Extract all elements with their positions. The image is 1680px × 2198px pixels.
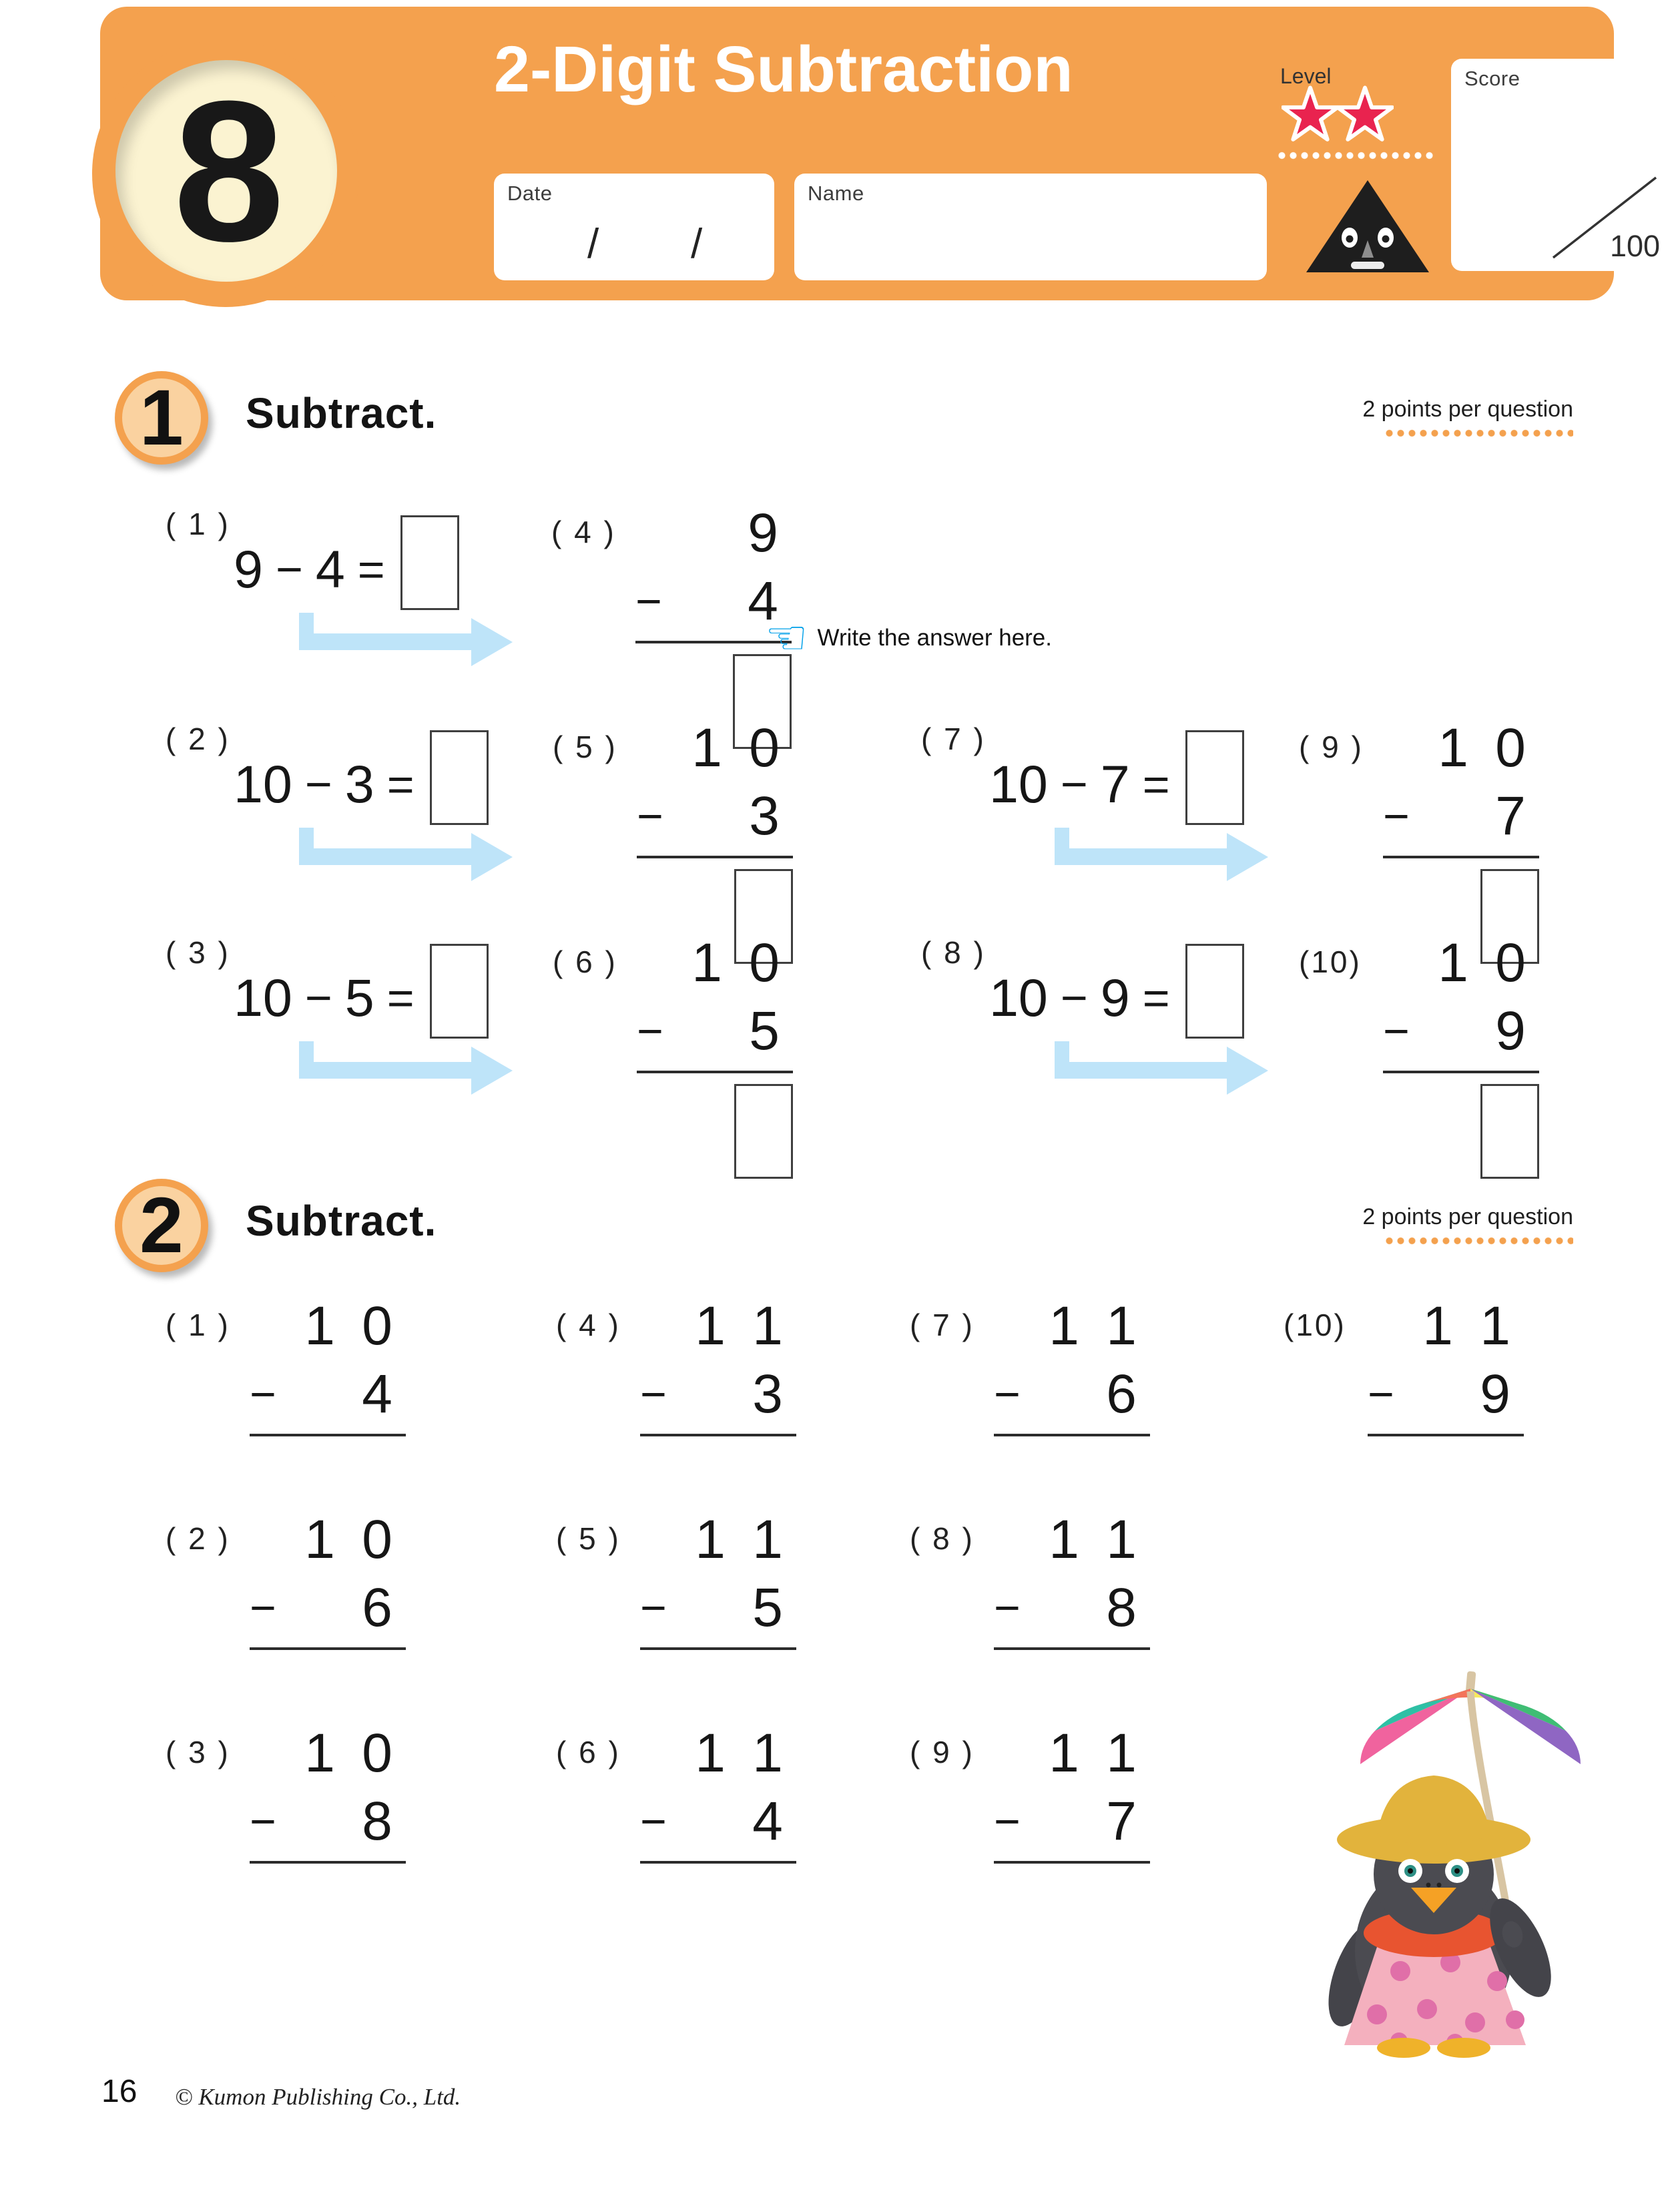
equation-line [1383,1071,1539,1073]
minuend-ones: 1 [752,1509,783,1570]
equation-line [637,1071,793,1073]
vertical-equation [250,1506,406,1650]
minus-sign: − [640,1369,667,1420]
problem-label: ( 8 ) [910,1521,974,1556]
subtrahend: 4 [315,539,345,599]
problem-label: ( 3 ) [166,1735,230,1769]
subtrahend: 9 [1480,1364,1510,1424]
vertical-equation [640,1506,796,1650]
problem-label: ( 3 ) [166,935,230,970]
problem-label: ( 2 ) [166,1521,230,1556]
minus-sign: − [1060,972,1088,1024]
problem-label: ( 9 ) [1299,730,1364,764]
page-title: 2-Digit Subtraction [494,33,1073,105]
minuend-ones: 0 [749,932,780,993]
answer-box[interactable] [1480,1084,1539,1179]
subtrahend: 7 [1495,786,1526,846]
level-label: Level [1280,64,1332,88]
minus-sign: − [304,972,332,1024]
date-field[interactable] [494,174,774,280]
level-star-icon [1336,85,1394,143]
section-1-number: 1 [139,374,184,462]
answer-box[interactable] [1185,944,1244,1039]
problem-1-3 [166,934,553,1115]
subtrahend: 5 [752,1577,783,1638]
minus-sign: − [304,758,332,810]
problem-2-2 [166,1506,406,1650]
vertical-equation [1383,714,1539,964]
minus-sign: − [250,1369,276,1420]
minuend-ones: 0 [1495,718,1526,778]
answer-box[interactable] [734,1084,793,1179]
subtrahend: 3 [752,1364,783,1424]
minuend-ones: 0 [749,718,780,778]
page-number-badge-inner [115,60,337,282]
problem-label: ( 5 ) [553,730,617,764]
problem-1-10 [1299,929,1539,1179]
minuend-tens: 1 [695,1723,726,1783]
pointing-hand-icon: ☜ [765,611,808,665]
minuend: 10 [989,754,1048,814]
score-label: Score [1464,67,1520,90]
subtrahend: 3 [344,754,374,814]
problem-1-4 [551,499,792,749]
vertical-equation [640,1292,796,1436]
minuend-ones: 9 [748,503,778,563]
problem-label: ( 4 ) [556,1308,621,1342]
equation-line [994,1434,1150,1436]
vertical-equation [250,1292,406,1436]
minuend-tens [677,499,734,567]
subtrahend: 9 [1100,968,1130,1027]
problem-1-2 [166,721,553,901]
answer-arrow-icon [299,613,513,666]
minuend-ones: 1 [1106,1296,1137,1356]
minuend-tens: 1 [1049,1723,1079,1783]
vertical-equation [1368,1292,1524,1436]
vertical-equation [994,1506,1150,1650]
answer-box[interactable] [1185,730,1244,825]
page-number-badge [92,40,359,307]
problem-2-5 [556,1506,796,1650]
section-2-points-note [1362,1204,1573,1245]
minuend-ones: 0 [1495,932,1526,993]
dotted-underline [1384,429,1573,437]
problem-label: ( 4 ) [551,515,616,549]
problem-1-6 [553,929,793,1179]
level-star-icon [1282,85,1339,143]
minuend: 10 [234,754,292,814]
dotted-underline [1384,1237,1573,1245]
problem-2-4 [556,1292,796,1436]
answer-arrow-icon [1055,828,1268,881]
problem-1-7 [921,721,1308,901]
answer-box[interactable] [400,515,459,610]
name-label: Name [808,182,864,205]
minus-sign: − [994,1796,1021,1847]
minus-sign: − [637,791,663,842]
problem-label: ( 1 ) [166,507,230,541]
section-1-badge [115,371,208,465]
problem-label: ( 5 ) [556,1521,621,1556]
equals-sign: = [1142,758,1170,810]
minus-sign: − [250,1583,276,1633]
vertical-equation [994,1719,1150,1864]
subtrahend: 6 [1106,1364,1137,1424]
minuend-tens: 1 [304,1296,335,1356]
minuend: 10 [234,968,292,1027]
minuend: 9 [234,539,263,599]
equals-sign: = [357,543,385,595]
problem-label: ( 6 ) [553,944,617,979]
minuend-ones: 1 [1106,1723,1137,1783]
minus-sign: − [635,576,662,627]
equation-line [250,1861,406,1864]
subtrahend: 8 [1106,1577,1137,1638]
equation [234,730,489,825]
problem-2-6 [556,1719,796,1864]
minuend-ones: 1 [752,1723,783,1783]
subtrahend: 9 [1495,1001,1526,1061]
minuend-ones: 0 [362,1296,392,1356]
minuend-tens: 1 [691,932,722,993]
equation-line [1368,1434,1524,1436]
points-note-text: 2 points per question [1362,1204,1573,1229]
problem-label: ( 8 ) [921,935,986,970]
date-slash: / [691,221,703,267]
problem-label: ( 7 ) [921,722,986,756]
date-slash: / [587,221,599,267]
footer-copyright: © Kumon Publishing Co., Ltd. [175,2084,461,2110]
minuend-tens: 1 [695,1296,726,1356]
level-dotted-line [1276,151,1434,160]
problem-1-5 [553,714,793,964]
minus-sign: − [275,543,303,595]
problem-2-8 [910,1506,1150,1650]
triangle-mascot-icon [1303,176,1433,280]
subtrahend: 5 [749,1001,780,1061]
equation-line [640,1861,796,1864]
problem-label: ( 7 ) [910,1308,974,1342]
problem-1-1 [166,506,553,686]
minus-sign: − [250,1796,276,1847]
minuend-tens: 1 [1422,1296,1453,1356]
section-2-badge [115,1179,208,1272]
equation-line [1383,856,1539,858]
section-1-points-note [1362,396,1573,437]
problem-1-8 [921,934,1308,1115]
equation [234,944,489,1039]
problem-label: (10) [1284,1308,1346,1342]
equation-line [250,1647,406,1650]
vertical-equation [994,1292,1150,1436]
minus-sign: − [640,1583,667,1633]
answer-arrow-icon [299,1041,513,1095]
vertical-equation [250,1719,406,1864]
minus-sign: − [1368,1369,1394,1420]
minuend-tens: 1 [1438,718,1468,778]
problem-label: (10) [1299,944,1362,979]
score-denominator: 100 [1610,229,1661,263]
equation-line [640,1647,796,1650]
subtrahend: 4 [748,571,778,631]
equation [989,944,1244,1039]
answer-hint [765,611,1052,665]
equals-sign: = [386,758,414,810]
equation-line [250,1434,406,1436]
equation-line [994,1861,1150,1864]
minuend-ones: 0 [362,1509,392,1570]
section-2-title: Subtract. [246,1197,437,1245]
answer-box[interactable] [430,730,489,825]
problem-label: ( 2 ) [166,722,230,756]
subtrahend: 8 [362,1791,392,1852]
date-label: Date [507,182,553,205]
problem-2-10 [1284,1292,1524,1436]
vertical-equation [1383,929,1539,1179]
vertical-equation [637,929,793,1179]
problem-2-7 [910,1292,1150,1436]
minuend: 10 [989,968,1048,1027]
equation-line [640,1434,796,1436]
subtrahend: 5 [344,968,374,1027]
minuend-tens: 1 [304,1723,335,1783]
level-stars [1282,85,1394,143]
score-field[interactable] [1451,59,1673,271]
footer-page-number: 16 [101,2074,137,2109]
minus-sign: − [1383,791,1410,842]
section-1-title: Subtract. [246,389,437,437]
minuend-tens: 1 [1049,1509,1079,1570]
minus-sign: − [1060,758,1088,810]
minus-sign: − [637,1006,663,1057]
minus-sign: − [994,1369,1021,1420]
minuend-ones: 1 [1106,1509,1137,1570]
problem-label: ( 1 ) [166,1308,230,1342]
problem-2-1 [166,1292,406,1436]
minuend-tens: 1 [1438,932,1468,993]
name-field[interactable] [794,174,1267,280]
minuend-ones: 1 [752,1296,783,1356]
problem-2-9 [910,1719,1150,1864]
equation-line [994,1647,1150,1650]
minuend-tens: 1 [304,1509,335,1570]
section-2-number: 2 [139,1181,184,1270]
problem-2-3 [166,1719,406,1864]
worksheet-number: 8 [173,59,280,283]
answer-box[interactable] [430,944,489,1039]
subtrahend: 7 [1106,1791,1137,1852]
minus-sign: − [994,1583,1021,1633]
subtrahend: 6 [362,1577,392,1638]
subtrahend: 3 [749,786,780,846]
hint-text: Write the answer here. [817,625,1052,651]
problem-label: ( 6 ) [556,1735,621,1769]
subtrahend: 4 [362,1364,392,1424]
minus-sign: − [1383,1006,1410,1057]
equation-line [637,856,793,858]
answer-arrow-icon [299,828,513,881]
equals-sign: = [1142,972,1170,1024]
vertical-equation [637,714,793,964]
problem-label: ( 9 ) [910,1735,974,1769]
minus-sign: − [640,1796,667,1847]
minuend-tens: 1 [1049,1296,1079,1356]
answer-arrow-icon [1055,1041,1268,1095]
equation [989,730,1244,825]
equals-sign: = [386,972,414,1024]
equation [234,515,459,610]
vertical-equation [640,1719,796,1864]
minuend-tens: 1 [691,718,722,778]
problem-1-9 [1299,714,1539,964]
subtrahend: 7 [1100,754,1130,814]
minuend-ones: 1 [1480,1296,1510,1356]
minuend-ones: 0 [362,1723,392,1783]
minuend-tens: 1 [695,1509,726,1570]
penguin-illustration [1300,1667,1601,2065]
points-note-text: 2 points per question [1362,396,1573,422]
subtrahend: 4 [752,1791,783,1852]
